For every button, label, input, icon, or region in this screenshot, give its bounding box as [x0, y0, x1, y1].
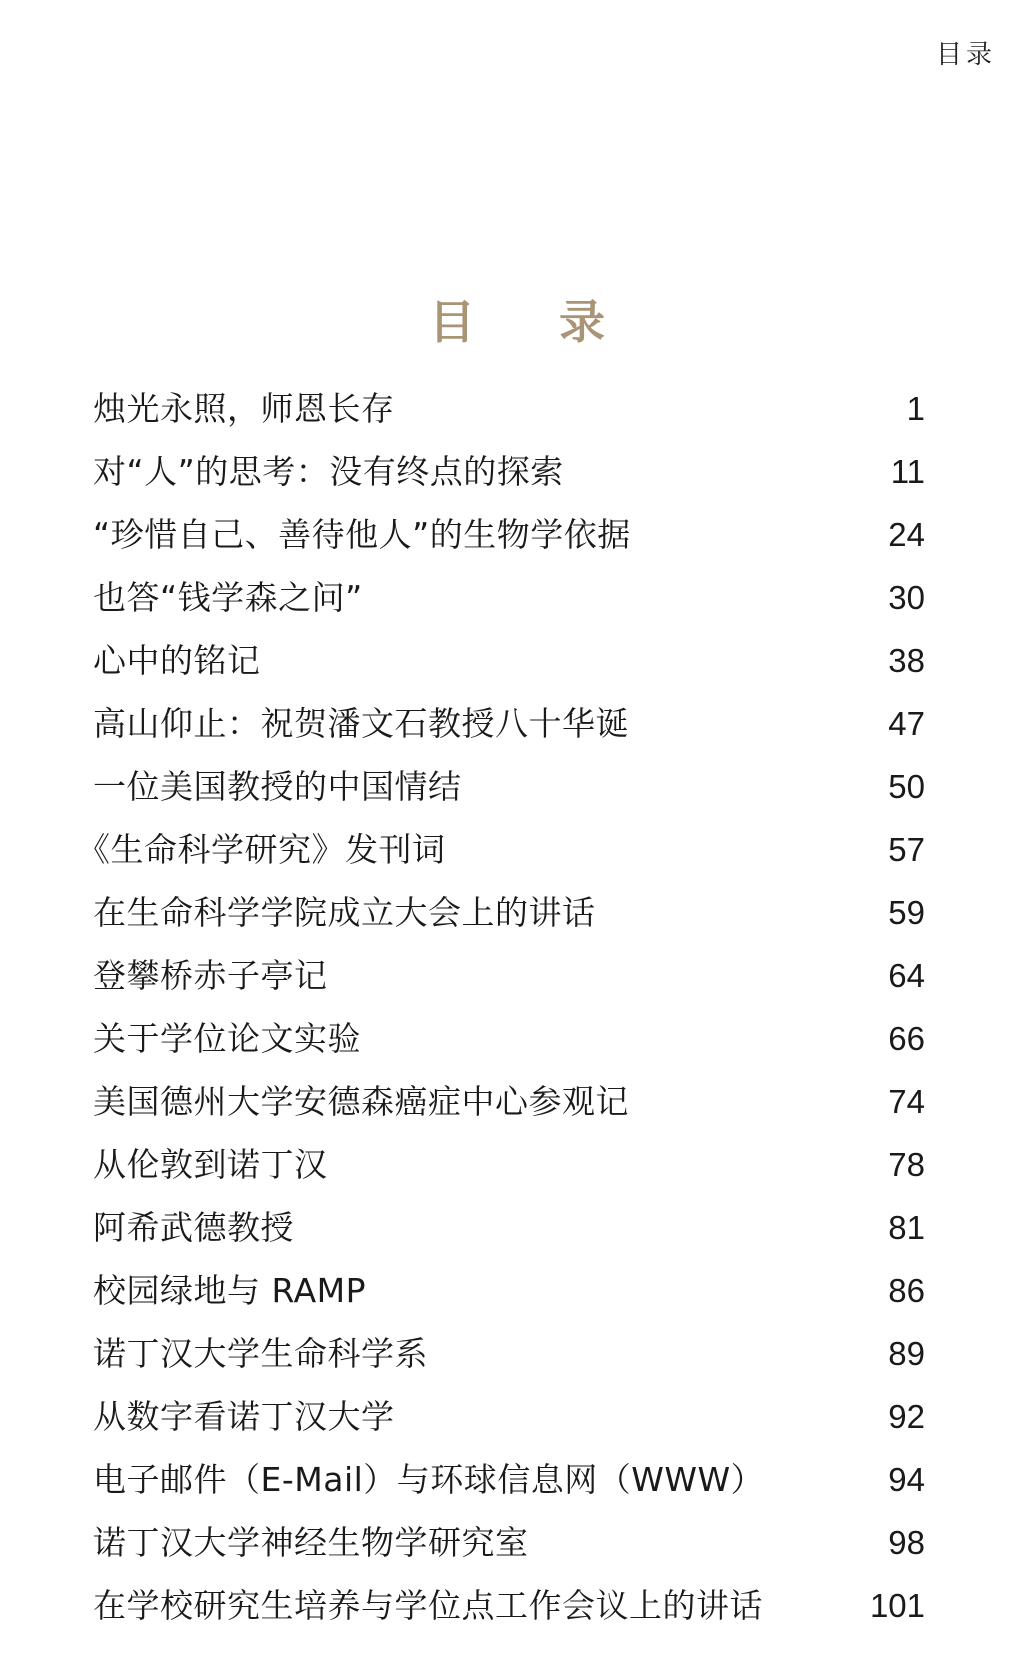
- toc-entry-page: 57: [888, 831, 925, 868]
- toc-entry-page: 101: [869, 1587, 925, 1624]
- toc-entry-page: 92: [888, 1398, 925, 1435]
- table-of-contents: [77, 377, 925, 1637]
- toc-entry-page: 30: [888, 579, 925, 616]
- toc-entry-page: 98: [888, 1524, 925, 1561]
- toc-entry[interactable]: [93, 1133, 925, 1196]
- toc-entry[interactable]: [93, 629, 925, 692]
- running-header: 目录: [935, 40, 996, 70]
- toc-entry-title: 关于学位论文实验: [93, 1019, 361, 1058]
- toc-entry-title: 登攀桥赤子亭记: [93, 956, 328, 995]
- toc-entry-title: 美国德州大学安德森癌症中心参观记: [93, 1082, 629, 1121]
- toc-entry[interactable]: [93, 1385, 925, 1448]
- toc-entry[interactable]: [93, 1007, 925, 1070]
- toc-entry[interactable]: [93, 566, 925, 629]
- toc-entry-title: 高山仰止：祝贺潘文石教授八十华诞: [93, 704, 629, 743]
- toc-entry[interactable]: [93, 692, 925, 755]
- toc-entry-page: 1: [906, 390, 925, 427]
- toc-entry[interactable]: [93, 1196, 925, 1259]
- toc-entry-page: 24: [888, 516, 925, 553]
- toc-entry-title: 烛光永照，师恩长存: [93, 389, 395, 428]
- toc-entry-title: 从伦敦到诺丁汉: [93, 1145, 328, 1184]
- toc-entry-title: 对“人”的思考：没有终点的探索: [93, 452, 564, 491]
- toc-entry-title: 在生命科学学院成立大会上的讲话: [93, 893, 596, 932]
- toc-entry[interactable]: [93, 377, 925, 440]
- toc-entry[interactable]: [93, 755, 925, 818]
- toc-entry[interactable]: [93, 1511, 925, 1574]
- toc-entry[interactable]: [77, 818, 925, 881]
- toc-entry-page: 50: [888, 768, 925, 805]
- toc-entry-title: 《生命科学研究》发刊词: [77, 830, 446, 869]
- toc-entry-page: 59: [888, 894, 925, 931]
- toc-entry-page: 94: [888, 1461, 925, 1498]
- toc-entry-page: 89: [888, 1335, 925, 1372]
- toc-entry-title: 诺丁汉大学生命科学系: [93, 1334, 428, 1373]
- toc-entry-page: 66: [888, 1020, 925, 1057]
- toc-entry-title: 一位美国教授的中国情结: [93, 767, 462, 806]
- toc-entry-page: 81: [888, 1209, 925, 1246]
- toc-entry-page: 38: [888, 642, 925, 679]
- toc-entry[interactable]: [93, 1448, 925, 1511]
- toc-entry-title: 从数字看诺丁汉大学: [93, 1397, 395, 1436]
- toc-entry-title: 阿希武德教授: [93, 1208, 294, 1247]
- toc-entry[interactable]: [93, 881, 925, 944]
- toc-entry[interactable]: [93, 1574, 925, 1637]
- toc-entry-page: 11: [890, 453, 925, 490]
- toc-entry[interactable]: [93, 944, 925, 1007]
- toc-entry[interactable]: [93, 503, 925, 566]
- toc-entry-title: 也答“钱学森之问”: [93, 578, 363, 617]
- toc-entry-title: 心中的铭记: [93, 641, 261, 680]
- page-title: 目 录: [428, 294, 639, 349]
- toc-entry-page: 78: [888, 1146, 925, 1183]
- toc-entry-page: 74: [888, 1083, 925, 1120]
- toc-entry-page: 86: [888, 1272, 925, 1309]
- toc-entry-title: 诺丁汉大学神经生物学研究室: [93, 1523, 529, 1562]
- toc-entry-title: 校园绿地与 RAMP: [93, 1271, 367, 1310]
- toc-entry[interactable]: [93, 440, 925, 503]
- toc-entry-page: 64: [888, 957, 925, 994]
- toc-entry-title: 在学校研究生培养与学位点工作会议上的讲话: [93, 1586, 763, 1625]
- toc-entry-title: “珍惜自己、善待他人”的生物学依据: [93, 515, 631, 554]
- toc-entry[interactable]: [93, 1070, 925, 1133]
- toc-entry[interactable]: [93, 1322, 925, 1385]
- toc-entry[interactable]: [93, 1259, 925, 1322]
- toc-entry-title: 电子邮件（E-Mail）与环球信息网（WWW）: [93, 1460, 765, 1499]
- toc-entry-page: 47: [888, 705, 925, 742]
